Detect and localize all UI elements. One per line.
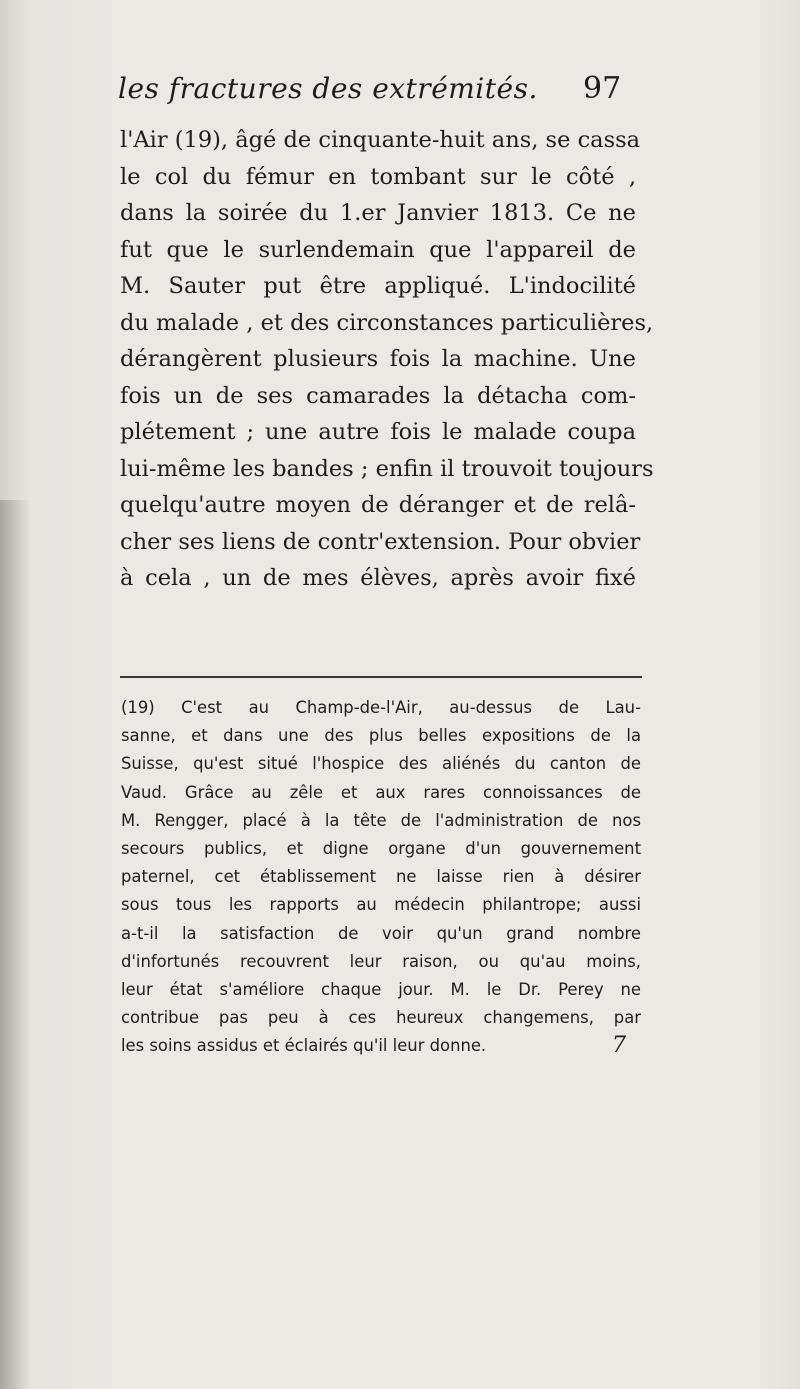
signature-mark: 7 <box>612 1033 626 1058</box>
page-header <box>118 72 618 112</box>
body-line: fois un de ses camarades la détacha com- <box>120 382 636 409</box>
body-line: à cela , un de mes élèves, après avoir fixé <box>120 565 636 591</box>
footnote-line: contribue pas peu à ces heureux changemens, par <box>121 1008 641 1028</box>
body-line: quelqu'autre moyen de déranger et de relâ- <box>120 492 636 518</box>
footnote-line: Suisse, qu'est situé l'hospice des aliénés du canton de <box>121 754 641 774</box>
footnote-line: (19) C'est au Champ-de-l'Air, au-dessus de Lau- <box>121 698 641 717</box>
body-line: M. Sauter put être appliqué. L'indocilité <box>120 273 636 299</box>
body-text <box>120 122 654 597</box>
footnote-line: M. Rengger, placé à la tête de l'administration de nos <box>121 810 641 830</box>
body-line: cher ses liens de contr'extension. Pour obvier <box>120 528 641 555</box>
body-line: plétement ; une autre fois le malade coupa <box>120 419 636 445</box>
page-gutter-shadow <box>0 500 30 1389</box>
footnote-line: d'infortunés recouvrent leur raison, ou qu'au moins, <box>121 951 641 971</box>
footnote-line: sous tous les rapports au médecin philantrope; aussi <box>121 895 641 915</box>
body-line: dérangèrent plusieurs fois la machine. Une <box>120 346 636 372</box>
footnote <box>121 694 641 1060</box>
body-line: fut que le surlendemain que l'appareil de <box>120 236 636 263</box>
page-number: 97 <box>583 71 622 106</box>
running-title: les fractures des extrémités. <box>118 72 538 105</box>
footnote-line: Vaud. Grâce au zêle et aux rares connoissances de <box>121 782 641 802</box>
footnote-separator <box>120 676 642 678</box>
body-line: l'Air (19), âgé de cinquante-huit ans, se cassa <box>120 127 641 153</box>
body-line: le col du fémur en tombant sur le côté , <box>120 163 636 190</box>
footnote-line: sanne, et dans une des plus belles expositions de la <box>121 726 641 746</box>
body-line: dans la soirée du 1.er Janvier 1813. Ce ne <box>120 200 636 226</box>
body-line: du malade , et des circonstances particulières, <box>120 309 654 336</box>
footnote-line: les soins assidus et éclairés qu'il leur donne. <box>121 1036 487 1056</box>
footnote-line: secours publics, et digne organe d'un gouvernement <box>121 838 641 858</box>
footnote-line: leur état s'améliore chaque jour. M. le Dr. Perey ne <box>121 979 641 999</box>
footnote-line: paternel, cet établissement ne laisse rien à désirer <box>121 867 641 887</box>
footnote-line: a-t-il la satisfaction de voir qu'un grand nombre <box>121 923 641 943</box>
body-line: lui-même les bandes ; enfin il trouvoit toujours <box>120 455 654 482</box>
